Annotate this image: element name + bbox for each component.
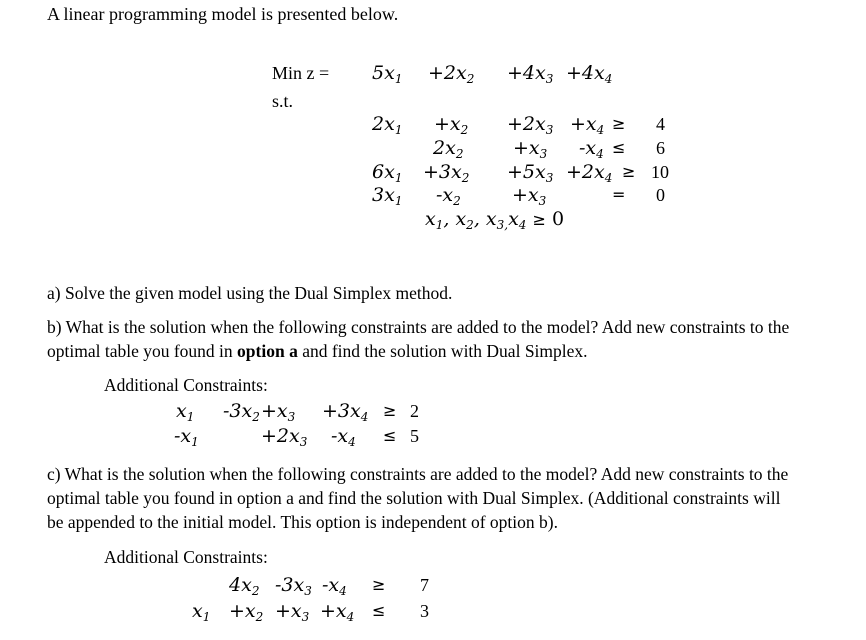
b2-term-1: $-x_1$ — [174, 425, 199, 449]
c2-term-3: $+x_3$ — [513, 137, 548, 161]
st-label: s.t. — [272, 91, 294, 111]
objective-term-4: $+4x_4$ — [566, 62, 613, 86]
c-c1-term-3: $-3x_3$ — [275, 574, 312, 598]
b1-term-2: $-3x_2$ — [223, 400, 260, 424]
c3-term-3: $+5x_3$ — [507, 161, 554, 185]
c3-term-1: $6x_1$ — [372, 161, 403, 185]
c-c2-term-1: $x_1$ — [192, 600, 211, 624]
b2-rhs: 5 — [410, 426, 419, 446]
c1-relation: ≥ — [612, 114, 626, 133]
b2-term-3: $+2x_3$ — [261, 425, 308, 449]
part-b-constraints-label: Additional Constraints: — [104, 375, 268, 395]
part-c-line-3: be appended to the initial model. This option is independent of option b). — [47, 512, 558, 532]
c-c2-rhs: 3 — [420, 601, 429, 621]
part-c-line-2: optimal table you found in option a and find the solution with Dual Simplex. (Additional constraints will — [47, 488, 781, 508]
c4-relation: = — [612, 185, 626, 204]
c4-rhs: 0 — [656, 185, 665, 205]
c-c2-relation: ≤ — [372, 601, 386, 620]
c1-rhs: 4 — [656, 114, 665, 134]
part-b-line-2: optimal table you found in option a and find the solution with Dual Simplex. — [47, 341, 588, 361]
part-b-line-1: b) What is the solution when the following constraints are added to the model? Add new constraints to the — [47, 317, 790, 337]
objective-term-1: $5x_1$ — [372, 62, 403, 86]
c3-term-2: $+3x_2$ — [423, 161, 470, 185]
c-c2-term-3: $+x_3$ — [275, 600, 310, 624]
c-c1-term-2: $4x_2$ — [229, 574, 260, 598]
intro-text: A linear programming model is presented below. — [47, 4, 399, 24]
objective-term-2: $+2x_2$ — [428, 62, 475, 86]
objective-term-3: $+4x_3$ — [507, 62, 554, 86]
b1-relation: ≥ — [383, 401, 397, 420]
c2-term-4: $-x_4$ — [579, 137, 604, 161]
c4-term-3: $+x_3$ — [512, 184, 547, 208]
b2-relation: ≤ — [383, 426, 397, 445]
part-c-constraints-label: Additional Constraints: — [104, 547, 268, 567]
c-c2-term-2: $+x_2$ — [229, 600, 264, 624]
b1-rhs: 2 — [410, 401, 419, 421]
c1-term-1: $2x_1$ — [372, 113, 403, 137]
c-c1-relation: ≥ — [372, 575, 386, 594]
b2-term-4: $-x_4$ — [331, 425, 356, 449]
c2-relation: ≤ — [612, 138, 626, 157]
b1-term-4: $+3x_4$ — [322, 400, 369, 424]
c1-term-2: $+x_2$ — [434, 113, 469, 137]
c4-term-1: $3x_1$ — [372, 184, 403, 208]
c3-term-4: $+2x_4$ — [566, 161, 613, 185]
part-a-text: a) Solve the given model using the Dual Simplex method. — [47, 283, 453, 303]
b1-term-3: $+x_3$ — [261, 400, 296, 424]
c4-term-2: $-x_2$ — [436, 184, 461, 208]
c1-term-3: $+2x_3$ — [507, 113, 554, 137]
c-c1-rhs: 7 — [420, 575, 429, 595]
b1-term-1: $x_1$ — [176, 400, 195, 424]
c-c1-term-4: $-x_4$ — [322, 574, 347, 598]
c2-rhs: 6 — [656, 138, 665, 158]
c3-relation: ≥ — [622, 162, 636, 181]
c2-term-2: $2x_2$ — [433, 137, 464, 161]
c3-rhs: 10 — [651, 162, 669, 182]
objective-label: Min z = — [272, 63, 330, 83]
c1-term-4: $+x_4$ — [570, 113, 605, 137]
nonnegativity: $x_1$, $x_2$, $x_{3,}x_4 \ge 0$ — [425, 208, 565, 232]
c-c2-term-4: $+x_4$ — [320, 600, 355, 624]
part-c-line-1: c) What is the solution when the following constraints are added to the model? Add new constraints to the — [47, 464, 789, 484]
